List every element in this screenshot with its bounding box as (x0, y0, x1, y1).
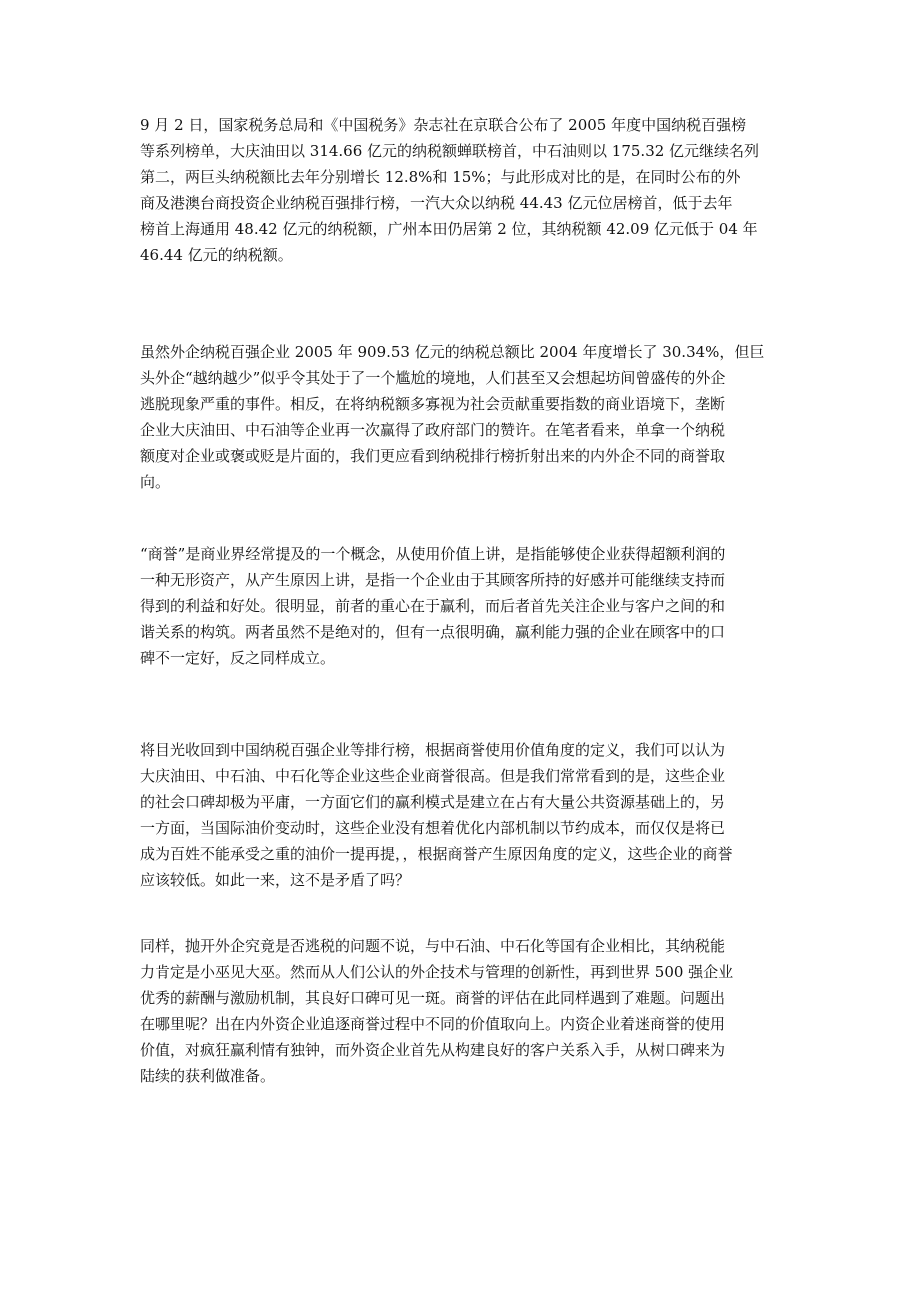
text-line: 额度对企业或褒或贬是片面的，我们更应看到纳税排行榜折射出来的内外企不同的商誉取 (140, 447, 726, 465)
text-line: 碑不一定好，反之同样成立。 (140, 649, 336, 667)
text-line: 头外企“越纳越少”似乎令其处于了一个尴尬的境地，人们甚至又会想起坊间曾盛传的外企 (140, 369, 726, 387)
paragraph-tax-rankings (140, 112, 790, 268)
text-line: 力肯定是小巫见大巫。然而从人们公认的外企技术与管理的创新性，再到世界 500 强企业 (140, 963, 734, 981)
text-line: “商誉”是商业界经常提及的一个概念，从使用价值上讲，是指能够使企业获得超额利润的 (140, 545, 726, 563)
text-line: 逃脱现象严重的事件。相反，在将纳税额多寡视为社会贡献重要指数的商业语境下，垄断 (140, 395, 726, 413)
text-line: 得到的利益和好处。很明显，前者的重心在于赢利，而后者首先关注企业与客户之间的和 (140, 597, 726, 615)
text-line: 同样，抛开外企究竟是否逃税的问题不说，与中石油、中石化等国有企业相比，其纳税能 (140, 937, 726, 955)
text-line: 大庆油田、中石油、中石化等企业这些企业商誉很高。但是我们常常看到的是，这些企业 (140, 767, 726, 785)
text-line: 一种无形资产，从产生原因上讲，是指一个企业由于其顾客所持的好感并可能继续支持而 (140, 571, 726, 589)
text-line: 价值，对疯狂赢利情有独钟，而外资企业首先从构建良好的客户关系入手，从树口碑来为 (140, 1041, 726, 1059)
text-line: 谐关系的构筑。两者虽然不是绝对的，但有一点很明确，赢利能力强的企业在顾客中的口 (140, 623, 726, 641)
text-line: 陆续的获利做准备。 (140, 1067, 276, 1085)
text-line: 在哪里呢？出在内外资企业追逐商誉过程中不同的价值取向上。内资企业着迷商誉的使用 (140, 1015, 726, 1033)
text-line: 9 月 2 日，国家税务总局和《中国税务》杂志社在京联合公布了 2005 年度中国纳税百强榜 (140, 116, 747, 134)
text-line: 的社会口碑却极为平庸，一方面它们的赢利模式是建立在占有大量公共资源基础上的，另 (140, 793, 726, 811)
paragraph-contradiction (140, 737, 790, 893)
text-line: 一方面，当国际油价变动时，这些企业没有想着优化内部机制以节约成本，而仅仅是将已 (140, 819, 726, 837)
paragraph-goodwill-definition (140, 541, 790, 671)
text-line: 成为百姓不能承受之重的油价一提再提，，根据商誉产生原因角度的定义，这些企业的商誉 (140, 845, 733, 863)
paragraph-foreign-enterprises (140, 339, 790, 495)
text-line: 第二，两巨头纳税额比去年分别增长 12.8%和 15%；与此形成对比的是，在同时公布的外 (140, 168, 741, 186)
text-line: 应该较低。如此一来，这不是矛盾了吗？ (140, 871, 411, 889)
text-line: 将目光收回到中国纳税百强企业等排行榜，根据商誉使用价值角度的定义，我们可以认为 (140, 741, 726, 759)
text-line: 向。 (140, 473, 171, 491)
text-line: 商及港澳台商投资企业纳税百强排行榜，一汽大众以纳税 44.43 亿元位居榜首，低于去年 (140, 194, 733, 212)
text-line: 榜首上海通用 48.42 亿元的纳税额，广州本田仍居第 2 位，其纳税额 42.09 亿元低于 04 年 (140, 220, 758, 238)
paragraph-value-orientation (140, 933, 790, 1089)
text-line: 46.44 亿元的纳税额。 (140, 246, 293, 264)
text-line: 等系列榜单，大庆油田以 314.66 亿元的纳税额蝉联榜首，中石油则以 175.32 亿元继续名列 (140, 142, 760, 160)
text-line: 虽然外企纳税百强企业 2005 年 909.53 亿元的纳税总额比 2004 年度增长了 30.34%，但巨 (140, 343, 765, 361)
text-line: 企业大庆油田、中石油等企业再一次赢得了政府部门的赞许。在笔者看来，单拿一个纳税 (140, 421, 726, 439)
text-line: 优秀的薪酬与激励机制，其良好口碑可见一斑。商誉的评估在此同样遇到了难题。问题出 (140, 989, 726, 1007)
